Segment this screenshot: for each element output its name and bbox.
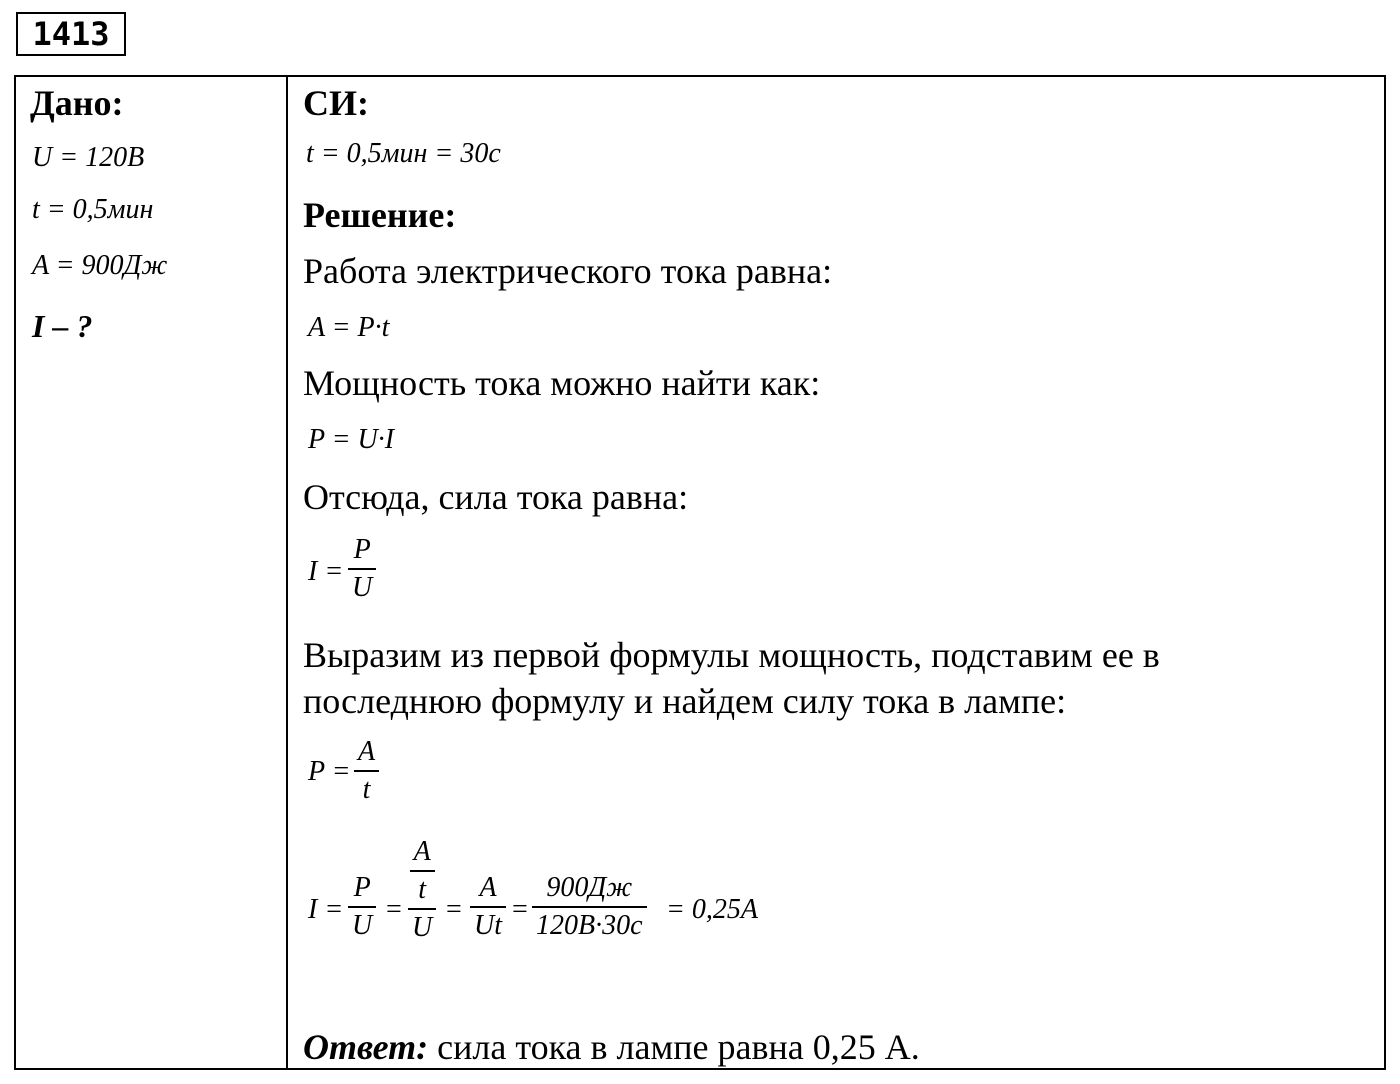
- fraction-bar: [348, 906, 376, 908]
- equals-sign: =: [446, 894, 462, 925]
- fraction-denominator: t: [362, 774, 371, 805]
- fraction-denominator: U: [352, 572, 373, 603]
- fraction-numerator: P: [353, 534, 371, 565]
- equals-sign: =: [386, 894, 402, 925]
- solution-text-3: Отсюда, сила тока равна:: [303, 477, 689, 517]
- solution-text-4b: последнюю формулу и найдем силу тока в лампе:: [303, 681, 1067, 721]
- formula-power-work-fraction: [354, 736, 379, 806]
- fraction-numerator: 900Дж: [546, 872, 633, 903]
- final-fraction-4: [532, 872, 647, 942]
- formula-power-work-lhs: P =: [308, 756, 351, 787]
- final-formula-lhs: I =: [308, 894, 344, 925]
- solution-title: Решение:: [303, 195, 457, 235]
- si-conversion: t = 0,5мин = 30с: [306, 138, 501, 169]
- equals-sign: =: [512, 894, 528, 925]
- answer-line: [303, 1026, 920, 1068]
- fraction-bar: [354, 770, 379, 772]
- given-work: A = 900Дж: [32, 250, 168, 281]
- answer-text: сила тока в лампе равна 0,25 А.: [437, 1027, 920, 1067]
- fraction-denominator: t: [418, 874, 426, 905]
- given-unknown: I – ?: [32, 308, 93, 344]
- fraction-denominator: Ut: [474, 910, 502, 941]
- fraction-bar: [408, 908, 436, 910]
- formula-current-lhs: I =: [308, 556, 344, 587]
- given-voltage: U = 120В: [32, 142, 145, 173]
- final-fraction-3: [470, 872, 506, 942]
- given-time: t = 0,5мин: [32, 194, 154, 225]
- fraction-numerator: A: [413, 836, 431, 867]
- fraction-numerator: A: [479, 872, 497, 903]
- fraction-bar: [470, 906, 506, 908]
- given-title: Дано:: [30, 83, 124, 123]
- si-title: СИ:: [303, 83, 369, 123]
- formula-current-fraction: [348, 534, 376, 604]
- fraction-bar: [532, 906, 647, 908]
- formula-power: P = U·I: [308, 424, 395, 455]
- fraction-bar: [348, 568, 376, 570]
- fraction-numerator: P: [353, 872, 371, 903]
- fraction-denominator: U: [412, 912, 433, 943]
- nested-fraction: [410, 836, 435, 906]
- answer-label: Ответ:: [303, 1027, 429, 1067]
- final-fraction-1: [348, 872, 376, 942]
- final-fraction-2: [408, 836, 436, 944]
- solution-text-2: Мощность тока можно найти как:: [303, 363, 821, 403]
- fraction-denominator: 120В·30с: [536, 910, 643, 941]
- problem-number: 1413: [16, 12, 126, 56]
- fraction-numerator: A: [358, 736, 376, 767]
- fraction-bar: [410, 870, 435, 872]
- final-result: = 0,25A: [666, 894, 758, 925]
- formula-work: A = P·t: [308, 312, 390, 343]
- solution-text-1: Работа электрического тока равна:: [303, 251, 833, 291]
- column-divider: [286, 75, 288, 1070]
- fraction-denominator: U: [352, 910, 373, 941]
- solution-text-4a: Выразим из первой формулы мощность, подставим ее в: [303, 635, 1160, 675]
